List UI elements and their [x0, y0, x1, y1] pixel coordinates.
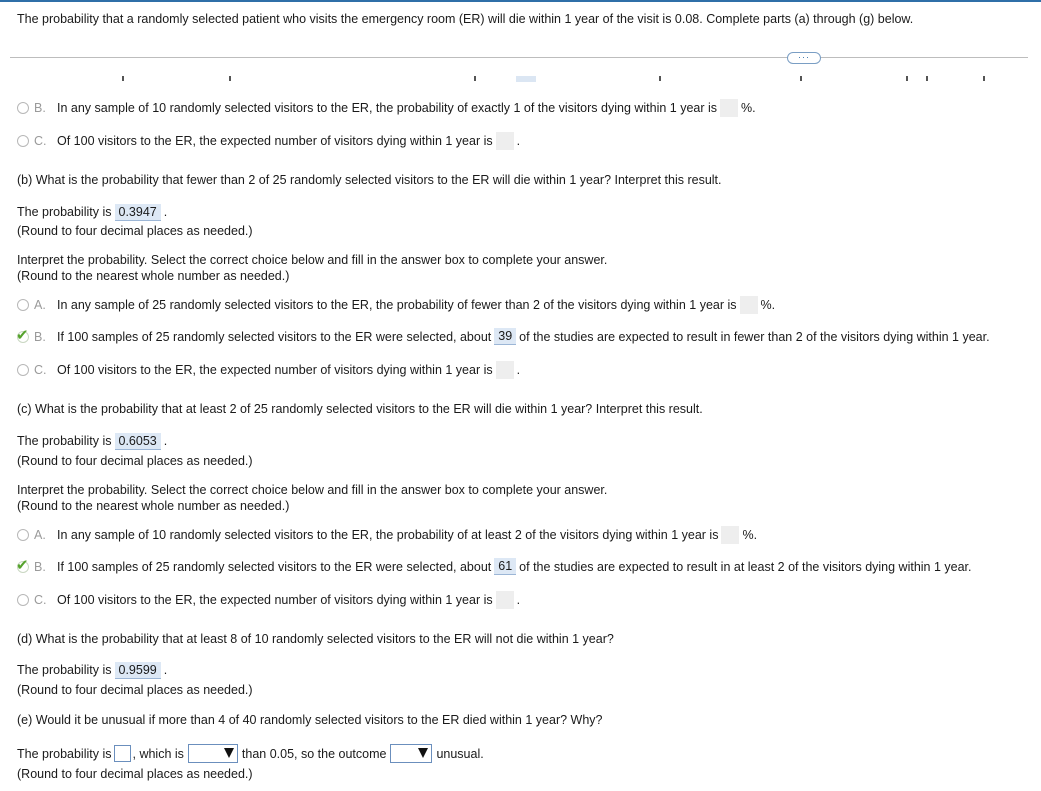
- part-b-probability: The probability is 0.3947 .: [17, 205, 168, 219]
- round-note: (Round to the nearest whole number as needed.): [17, 269, 290, 283]
- comparison-dropdown[interactable]: [188, 744, 238, 763]
- part-b-choice-c[interactable]: C. Of 100 visitors to the ER, the expected number of visitors dying within 1 year is .: [17, 361, 520, 379]
- radio-button[interactable]: [17, 135, 29, 147]
- radio-button-selected[interactable]: [16, 556, 29, 574]
- probability-input[interactable]: [114, 745, 131, 762]
- round-note: (Round to four decimal places as needed.): [17, 683, 253, 697]
- answer-value[interactable]: 61: [494, 558, 516, 575]
- part-c-probability: The probability is 0.6053 .: [17, 434, 168, 448]
- answer-box[interactable]: [720, 99, 738, 117]
- part-d-question: (d) What is the probability that at least 8 of 10 randomly selected visitors to the ER will not die within 1 year?: [17, 632, 614, 646]
- round-note: (Round to four decimal places as needed.): [17, 767, 253, 781]
- dropdown-arrow-icon: [418, 748, 428, 758]
- part-a-choice-c[interactable]: C. Of 100 visitors to the ER, the expected number of visitors dying within 1 year is .: [17, 132, 520, 150]
- part-c-question: (c) What is the probability that at least 2 of 25 randomly selected visitors to the ER will die within 1 year? Interpret this result.: [17, 402, 703, 416]
- part-a-choice-b[interactable]: B. In any sample of 10 randomly selected visitors to the ER, the probability of exactly 1 of the visitors dying within 1 year is %.: [17, 99, 756, 117]
- probability-answer[interactable]: 0.6053: [115, 433, 161, 450]
- part-c-choice-b[interactable]: ✔ B. If 100 samples of 25 randomly selected visitors to the ER were selected, about 61 of the studies are expected to result in at least 2 of the visitors dying within 1 year.: [16, 556, 972, 574]
- radio-button[interactable]: [17, 364, 29, 376]
- answer-value[interactable]: 39: [494, 328, 516, 345]
- part-c-choice-c[interactable]: C. Of 100 visitors to the ER, the expected number of visitors dying within 1 year is .: [17, 591, 520, 609]
- part-b-question: (b) What is the probability that fewer than 2 of 25 randomly selected visitors to the ER will die within 1 year? Interpret this result.: [17, 173, 722, 187]
- interpret-instruction: Interpret the probability. Select the correct choice below and fill in the answer box to complete your answer.: [17, 483, 608, 497]
- expand-more-button[interactable]: ···: [787, 52, 821, 64]
- answer-box[interactable]: [496, 132, 514, 150]
- clipped-previous-content: [0, 76, 1041, 84]
- probability-answer[interactable]: 0.3947: [115, 204, 161, 221]
- part-d-probability: The probability is 0.9599 .: [17, 663, 168, 677]
- round-note: (Round to four decimal places as needed.): [17, 224, 253, 238]
- radio-button[interactable]: [17, 299, 29, 311]
- part-e-question: (e) Would it be unusual if more than 4 of 40 randomly selected visitors to the ER died within 1 year? Why?: [17, 713, 603, 727]
- unusual-dropdown[interactable]: [390, 744, 432, 763]
- dropdown-arrow-icon: [224, 748, 234, 758]
- top-accent-bar: [0, 0, 1041, 2]
- probability-answer[interactable]: 0.9599: [115, 662, 161, 679]
- part-b-choice-a[interactable]: A. In any sample of 25 randomly selected visitors to the ER, the probability of fewer than 2 of the visitors dying within 1 year is %.: [17, 296, 775, 314]
- interpret-instruction: Interpret the probability. Select the correct choice below and fill in the answer box to complete your answer.: [17, 253, 608, 267]
- radio-button-selected[interactable]: [16, 326, 29, 344]
- problem-statement: The probability that a randomly selected patient who visits the emergency room (ER) will die within 1 year of the visit is 0.08. Complete parts (a) through (g) below.: [17, 12, 914, 26]
- section-divider: [10, 57, 1028, 58]
- round-note: (Round to the nearest whole number as needed.): [17, 499, 290, 513]
- answer-box[interactable]: [496, 361, 514, 379]
- answer-box[interactable]: [740, 296, 758, 314]
- checkmark-icon: ✔: [16, 556, 29, 574]
- round-note: (Round to four decimal places as needed.): [17, 454, 253, 468]
- radio-button[interactable]: [17, 102, 29, 114]
- answer-box[interactable]: [496, 591, 514, 609]
- part-b-choice-b[interactable]: ✔ B. If 100 samples of 25 randomly selected visitors to the ER were selected, about 39 of the studies are expected to result in fewer than 2 of the visitors dying within 1 year.: [16, 326, 990, 344]
- part-c-choice-a[interactable]: A. In any sample of 10 randomly selected visitors to the ER, the probability of at least 2 of the visitors dying within 1 year is %.: [17, 526, 757, 544]
- radio-button[interactable]: [17, 594, 29, 606]
- radio-button[interactable]: [17, 529, 29, 541]
- answer-box[interactable]: [721, 526, 739, 544]
- part-e-answer-line: The probability is , which is than 0.05, so the outcome unusual.: [17, 744, 484, 763]
- checkmark-icon: ✔: [16, 326, 29, 344]
